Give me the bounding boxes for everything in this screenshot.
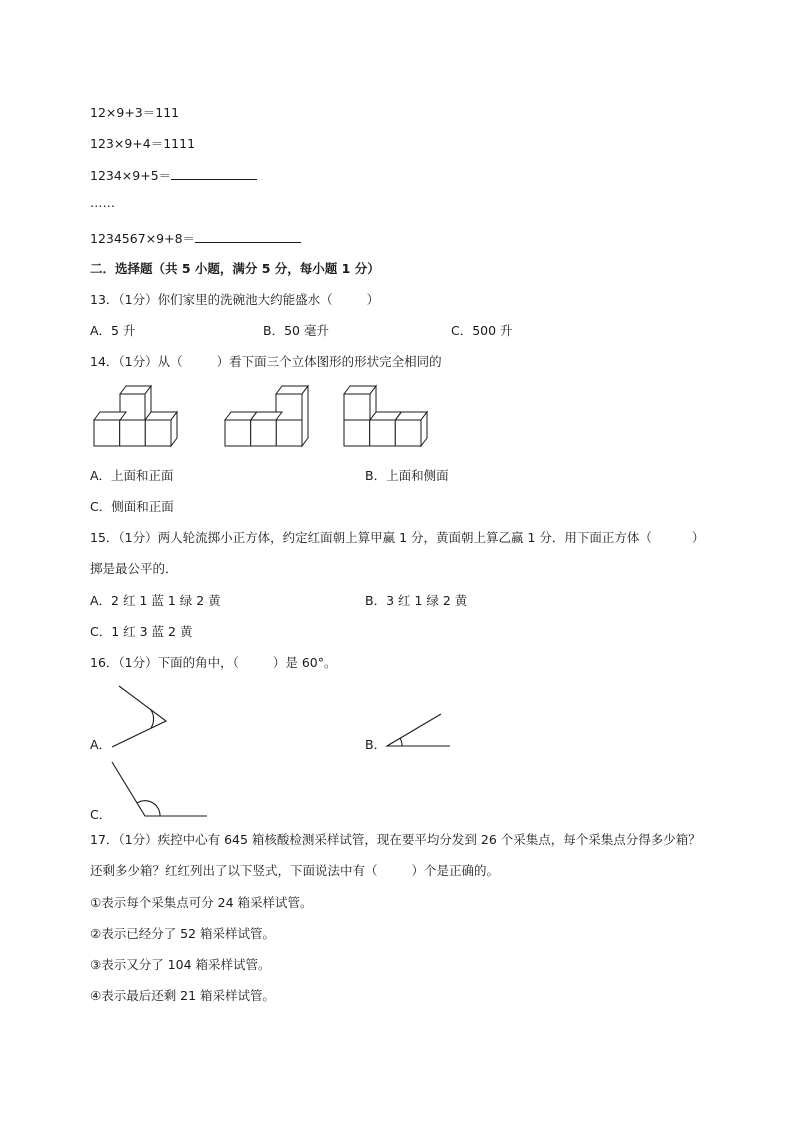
q17-stem-2b: ）个是正确的。 xyxy=(411,863,500,878)
question-17-stem-line-2 xyxy=(90,863,499,879)
answer-blank[interactable] xyxy=(171,167,257,180)
q14-stem-a: 14．（1分）从（ xyxy=(90,354,183,369)
q15-option-c[interactable]: C．1 红 3 蓝 2 黄 xyxy=(90,624,193,639)
angle-rays xyxy=(112,762,207,816)
q13-stem-a: 13．（1分）你们家里的洗碗池大约能盛水（ xyxy=(90,292,333,307)
cube-face xyxy=(276,420,302,446)
pattern-line-3-text: 1234×9+5＝ xyxy=(90,168,172,183)
q15-option-a[interactable]: A．2 红 1 蓝 1 绿 2 黄 xyxy=(90,593,221,608)
answer-blank[interactable] xyxy=(195,230,301,243)
cube-face xyxy=(251,420,277,446)
cube-face xyxy=(302,386,308,446)
cube-figure-2 xyxy=(225,386,315,450)
q15-stem-a: 15．（1分）两人轮流掷小正方体，约定红面朝上算甲赢 1 分，黄面朝上算乙赢 1 分．用下面正方体（ xyxy=(90,530,652,545)
q15-option-b[interactable]: B．3 红 1 绿 2 黄 xyxy=(365,593,468,608)
angle-a-figure xyxy=(110,686,170,750)
q17-statement-2: ②表示已经分了 52 箱采样试管。 xyxy=(90,926,276,941)
question-14-stem xyxy=(90,354,442,370)
cube-face xyxy=(225,420,251,446)
q15-stem-b: ） xyxy=(691,530,705,545)
q13-stem-b: ） xyxy=(366,292,380,307)
cube-face xyxy=(276,394,302,420)
pattern-line-4 xyxy=(90,230,301,247)
q17-stem-2a: 还剩多少箱？红红列出了以下竖式，下面说法中有（ xyxy=(90,863,378,878)
q17-statement-4: ④表示最后还剩 21 箱采样试管。 xyxy=(90,988,276,1003)
question-15-stem xyxy=(90,530,704,546)
cube-face xyxy=(344,394,370,420)
q15-stem-continued: 掷是最公平的． xyxy=(90,561,178,576)
cube-figure-3 xyxy=(344,386,434,450)
cube-face xyxy=(370,420,396,446)
angle-rays xyxy=(112,686,166,747)
q14-stem-b: ）看下面三个立体图形的形状完全相同的 xyxy=(216,354,442,369)
cube-face xyxy=(94,412,126,420)
angle-arc xyxy=(400,738,402,746)
pattern-line-1: 12×9+3＝111 xyxy=(90,105,180,120)
q13-option-c[interactable]: C．500 升 xyxy=(451,323,513,338)
pattern-dots: …… xyxy=(90,195,115,210)
pattern-line-3 xyxy=(90,167,257,184)
question-13-stem xyxy=(90,292,379,308)
cube-face xyxy=(94,420,120,446)
q16-stem-b: ）是 60°。 xyxy=(272,655,337,670)
cube-face xyxy=(395,420,421,446)
cube-face xyxy=(120,420,146,446)
angle-arc xyxy=(151,710,154,728)
cube-face xyxy=(145,420,171,446)
cube-figure-1 xyxy=(94,386,184,450)
cube-face xyxy=(344,420,370,446)
angle-rays xyxy=(387,714,450,746)
q16-option-a[interactable]: A． xyxy=(90,737,112,752)
q17-statement-3: ③表示又分了 104 箱采样试管。 xyxy=(90,957,271,972)
question-16-stem xyxy=(90,655,337,671)
q14-option-c[interactable]: C．侧面和正面 xyxy=(90,499,174,514)
angle-c-figure xyxy=(110,760,210,820)
q14-option-a[interactable]: A．上面和正面 xyxy=(90,468,174,483)
q16-option-b[interactable]: B． xyxy=(365,737,387,752)
q13-option-b[interactable]: B．50 毫升 xyxy=(263,323,329,338)
question-17-stem-line-1: 17．（1分）疾控中心有 645 箱核酸检测采样试管，现在要平均分发到 26 个采集点，每个采集点分得多少箱？ xyxy=(90,832,701,847)
q14-option-b[interactable]: B．上面和侧面 xyxy=(365,468,449,483)
pattern-line-2: 123×9+4＝1111 xyxy=(90,136,196,151)
angle-b-figure xyxy=(385,714,455,750)
q13-option-a[interactable]: A．5 升 xyxy=(90,323,136,338)
section-title: 二．选择题（共 5 小题，满分 5 分，每小题 1 分） xyxy=(90,261,380,276)
pattern-line-4-text: 1234567×9+8＝ xyxy=(90,231,196,246)
cube-face xyxy=(120,394,145,420)
q16-option-c[interactable]: C． xyxy=(90,807,112,822)
q16-stem-a: 16．（1分）下面的角中，（ xyxy=(90,655,239,670)
q17-statement-1: ①表示每个采集点可分 24 箱采样试管。 xyxy=(90,895,313,910)
